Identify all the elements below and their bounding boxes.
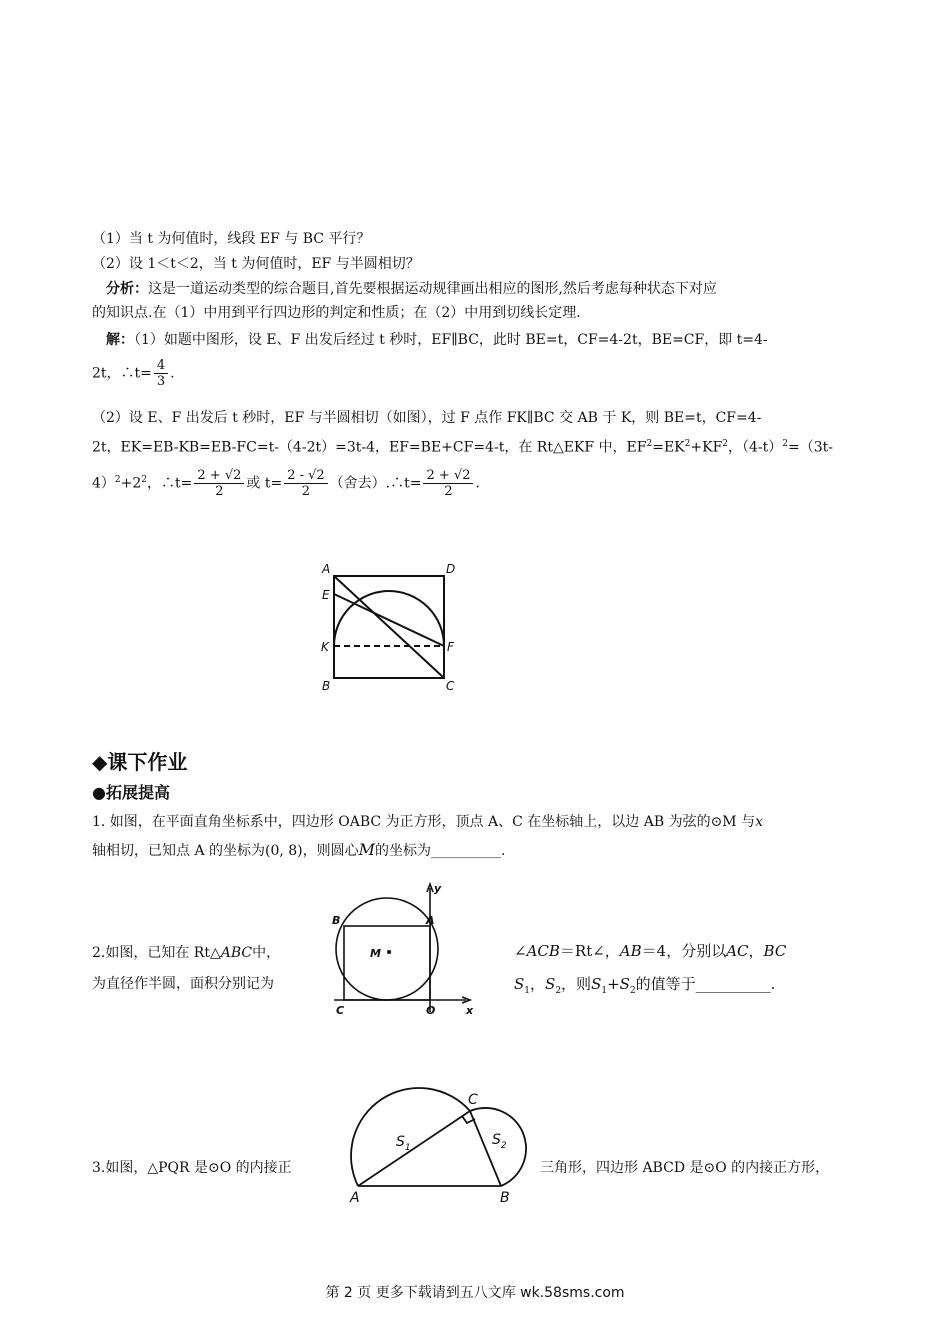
analysis-line-2: 的知识点.在（1）中用到平行四边形的判定和性质；在（2）中用到切线长定理. <box>92 305 581 321</box>
solution-text-5c: ，∴t= <box>147 475 193 492</box>
analysis-label: 分析： <box>106 281 148 297</box>
solution-text-4e: =（3t- <box>788 439 834 456</box>
label-s1 <box>396 1134 411 1153</box>
homework-2-then: ，则 <box>561 975 592 993</box>
solution-line-3: （2）设 E、F 出发后 t 秒时，EF 与半圆相切（如图），过 F 点作 FK∥BC 交 AB 于 K，则 BE=t，CF=4- <box>92 410 762 426</box>
label-s2 <box>492 1132 507 1151</box>
solution-text-2: 2t，∴t= <box>92 365 152 382</box>
figure-triangle-semicircles <box>346 1084 546 1208</box>
homework-2-left-line-2: 为直径作半圆，面积分别记为 <box>92 976 274 992</box>
section-title: ◆课下作业 <box>92 750 188 774</box>
fraction-denominator: 2 <box>444 484 453 499</box>
homework-3-left: 3.如图，△PQR 是⊙O 的内接正 <box>92 1160 292 1176</box>
homework-1-text-c: 的坐标为__________. <box>375 843 506 859</box>
area-s: S <box>514 975 525 993</box>
superscript: 2 <box>722 439 729 449</box>
fraction-root-minus <box>284 468 327 499</box>
solution-line-1 <box>106 330 768 350</box>
analysis-line-1 <box>106 279 717 299</box>
label-y: y <box>434 882 442 895</box>
subscript-1: 1 <box>524 986 531 996</box>
homework-2-text-a: 2.如图，已知在 Rt△ <box>92 945 221 961</box>
homework-1-line-2 <box>92 840 506 861</box>
solution-label: 解： <box>106 332 134 348</box>
subsection-title: ●拓展提高 <box>92 783 170 802</box>
semicircle-ac <box>351 1088 470 1186</box>
superscript: 2 <box>782 439 789 449</box>
solution-text-5b: +2 <box>120 475 142 492</box>
label-b: B <box>332 914 341 927</box>
fraction-denominator: 2 <box>301 484 311 499</box>
plus-sign: + <box>607 975 620 993</box>
fraction-numerator: 4 <box>154 358 168 374</box>
fraction-root-plus <box>194 468 244 499</box>
fraction-denominator: 3 <box>156 374 166 389</box>
label-c: C <box>446 679 455 693</box>
solution-text-4a: 2t，EK=EB-KB=EB-FC=t-（4-2t）=3t-4，EF=BE+CF=4-t，在 Rt△EKF 中，EF <box>92 439 647 456</box>
question-2: （2）设 1＜t＜2，当 t 为何值时，EF 与半圆相切？ <box>92 256 420 272</box>
solution-line-5 <box>92 468 480 499</box>
homework-1-text-b: 轴相切，已知点 A 的坐标为(0, 8)，则圆心 <box>92 843 359 859</box>
fraction-numerator: 2 - √2 <box>284 468 327 484</box>
period: . <box>170 365 175 382</box>
label-c: C <box>468 1092 478 1108</box>
superscript: 2 <box>114 474 121 485</box>
area-s: S <box>591 975 602 993</box>
homework-1-text-a: 1. 如图，在平面直角坐标系中，四边形 OABC 为正方形，顶点 A、C 在坐标轴上，以边 AB 为弦的⊙M 与 <box>92 814 756 830</box>
label-o: O <box>426 1004 436 1017</box>
label-m: M <box>370 947 381 960</box>
analysis-text-1: 这是一道运动类型的综合题目,首先要根据运动规律画出相应的图形,然后考虑每种状态下对应 <box>148 281 717 297</box>
center-point-m <box>387 950 391 954</box>
homework-2-tail: 的值等于__________. <box>635 975 776 993</box>
page-footer: 第 2 页 更多下载请到五八文库 wk.58sms.com <box>325 1285 625 1301</box>
comma: ， <box>530 975 546 993</box>
fraction-root-plus-final <box>423 468 473 499</box>
side-ac <box>358 1111 470 1186</box>
rejected-text: （舍去）.∴t= <box>329 475 422 492</box>
homework-2-right-line-2 <box>514 974 775 1001</box>
angle-acb: ∠ACB <box>514 942 560 960</box>
circle-m <box>336 898 438 1000</box>
solution-text-1: （1）如题中图形，设 E、F 出发后经过 t 秒时，EF∥BC，此时 BE=t，CF=4-2t，BE=CF，即 t=4- <box>134 332 768 348</box>
label-b: B <box>500 1190 510 1206</box>
label-b: B <box>322 679 331 693</box>
label-a: A <box>322 562 331 576</box>
subscript-1: 1 <box>601 986 608 996</box>
solution-text-4d: ，（4-t） <box>728 439 783 456</box>
or-text: 或 t= <box>246 475 283 492</box>
label-a: A <box>350 1190 360 1206</box>
label-e: E <box>322 588 330 602</box>
solution-text-4c: +KF <box>690 439 723 456</box>
solution-line-2 <box>92 358 175 389</box>
area-s: S <box>545 975 556 993</box>
subscript-2: 2 <box>500 1141 507 1151</box>
triangle-abc: ABC <box>220 945 253 961</box>
figure-square-semicircle <box>310 556 470 696</box>
variable-x: x <box>755 814 763 830</box>
line-ef <box>334 594 444 646</box>
segment-bc: BC <box>763 942 787 960</box>
label-c: C <box>336 1004 345 1017</box>
s-letter: S <box>396 1134 405 1150</box>
solution-text-5a: 4） <box>92 475 115 492</box>
fraction-numerator: 2 + √2 <box>194 468 244 484</box>
comma: ， <box>748 942 764 960</box>
label-x: x <box>466 1004 474 1017</box>
segment-ac: AC <box>726 942 749 960</box>
area-s: S <box>619 975 630 993</box>
homework-2-text-c: ＝Rt∠， <box>559 942 620 960</box>
segment-ab: AB <box>619 942 642 960</box>
fraction-numerator: 2 + √2 <box>423 468 473 484</box>
subscript-2: 2 <box>555 986 562 996</box>
superscript: 2 <box>684 439 691 449</box>
subscript-1: 1 <box>404 1143 411 1153</box>
superscript: 2 <box>646 439 653 449</box>
side-bc <box>470 1111 501 1186</box>
fraction-4-3 <box>154 358 168 389</box>
question-1: （1）当 t 为何值时，线段 EF 与 BC 平行？ <box>92 231 371 247</box>
solution-text-4b: =EK <box>652 439 685 456</box>
homework-2-text-b: 中， <box>252 945 281 961</box>
homework-2-left-line-1 <box>92 943 280 963</box>
label-a: A <box>426 914 435 927</box>
label-k: K <box>321 640 329 654</box>
solution-line-4 <box>92 434 833 458</box>
figure-circle-coordinate <box>326 880 486 1020</box>
label-f: F <box>447 640 454 654</box>
subscript-2: 2 <box>629 986 636 996</box>
s-letter: S <box>492 1132 501 1148</box>
homework-2-right-line-1 <box>514 941 786 961</box>
period: . <box>475 475 480 492</box>
homework-2-text-d: ＝4，分别以 <box>641 942 727 960</box>
homework-3-right: 三角形，四边形 ABCD 是⊙O 的内接正方形， <box>540 1160 830 1176</box>
label-d: D <box>446 562 456 576</box>
variable-m: M <box>358 840 376 859</box>
superscript: 2 <box>141 474 148 485</box>
homework-1-line-1 <box>92 812 763 832</box>
square-oabc <box>344 926 430 1000</box>
fraction-denominator: 2 <box>215 484 224 499</box>
